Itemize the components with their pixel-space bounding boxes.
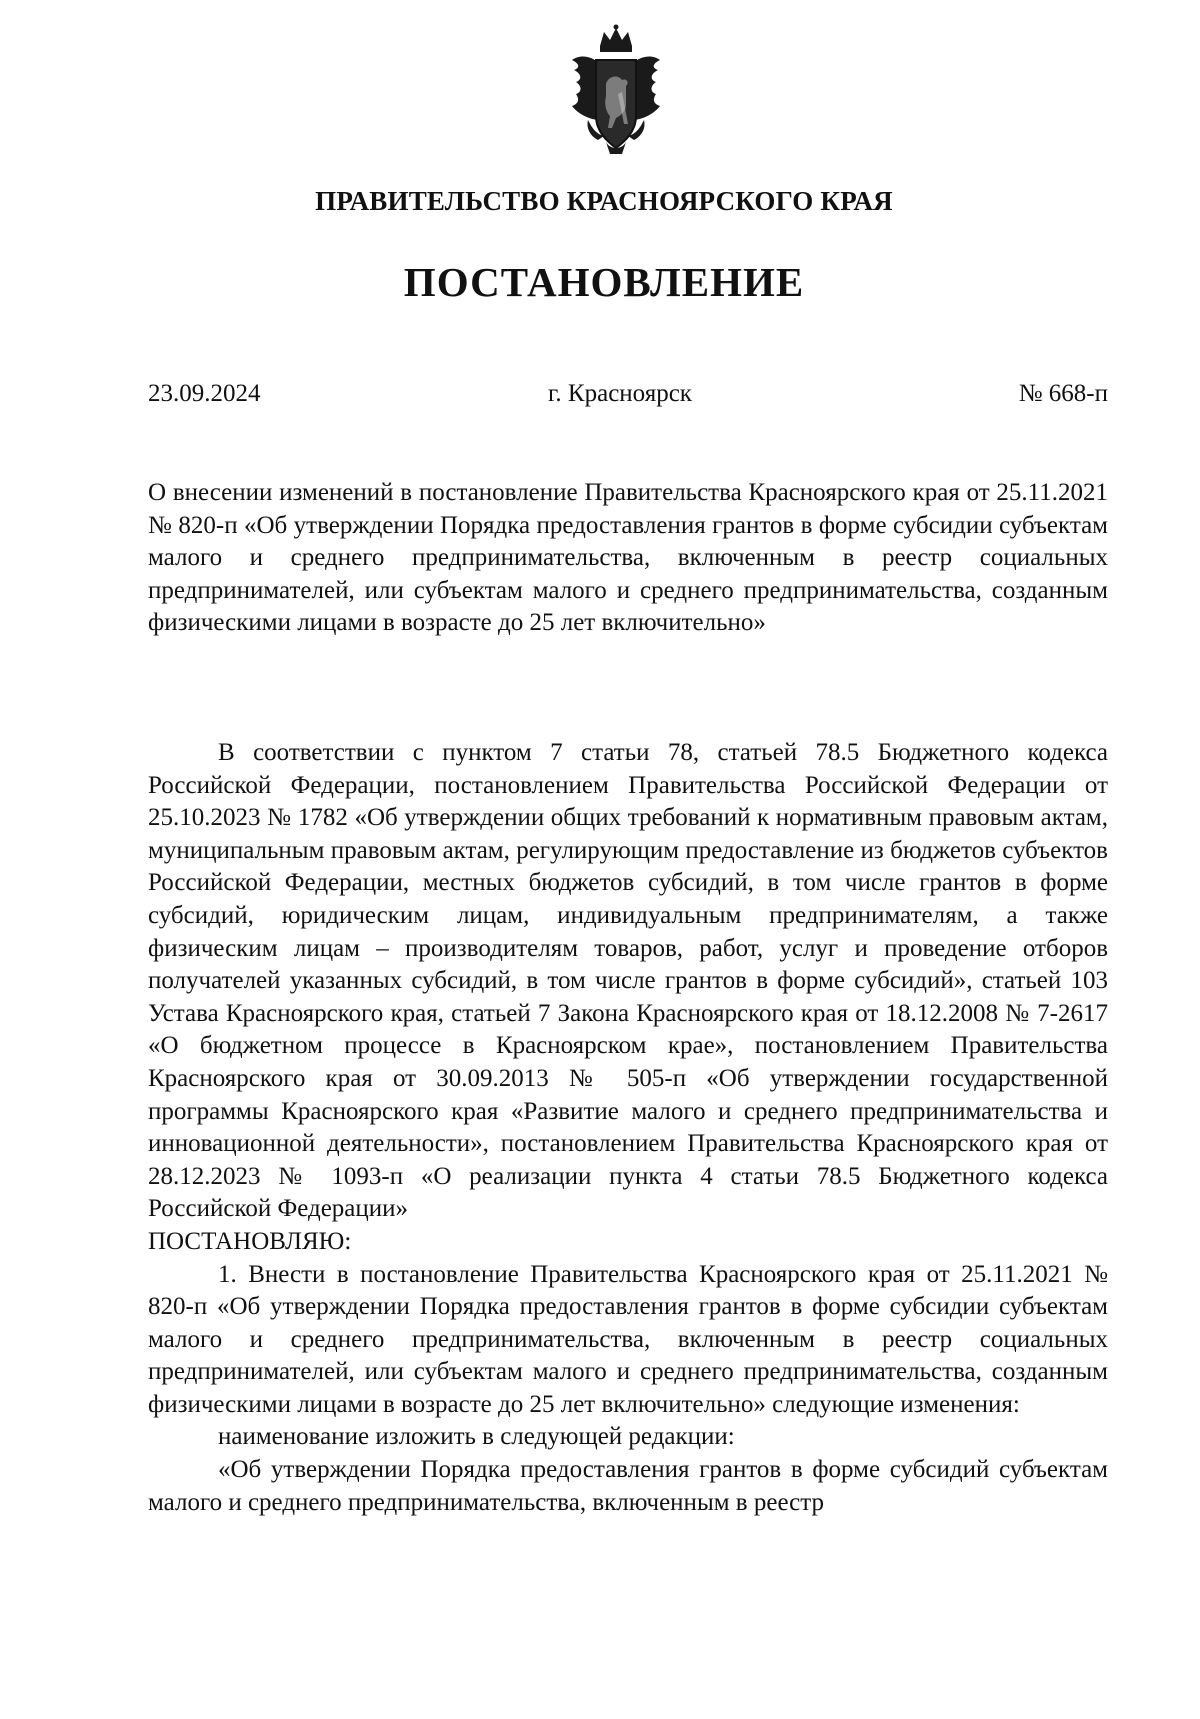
document-date: 23.09.2024	[148, 380, 261, 407]
document-city: г. Красноярск	[548, 380, 692, 407]
krasnoyarsk-coat-of-arms-icon	[566, 24, 666, 156]
item-1-new-title: «Об утверждении Порядка предоставления грантов в форме субсидий субъектам малого и среднего предпринимательства, включенным в реестр	[148, 1456, 1108, 1516]
document-number: № 668-п	[1018, 380, 1108, 407]
subject-paragraph: О внесении изменений в постановление Правительства Красноярского края от 25.11.2021 № 820-п «Об утверждении Порядка предоставления грантов в форме субсидии субъектам малого и среднего предпринимательства, включенным в реестр социальных предпринимателей, или субъектам малого и среднего предпринимательства, созданным физическими лицами в возрасте до 25 лет включительно»	[148, 479, 1108, 637]
organization-title: ПРАВИТЕЛЬСТВО КРАСНОЯРСКОГО КРАЯ	[315, 186, 893, 216]
item-1-paragraph: 1. Внести в постановление Правительства Красноярского края от 25.11.2021 № 820-п «Об утверждении Порядка предоставления грантов в форме субсидии субъектам малого и среднего предпринимательства, включенным в реестр социальных предпринимателей, или субъектам малого и среднего предпринимательства, созданным физическими лицами в возрасте до 25 лет включительно» следующие изменения:	[148, 1260, 1108, 1418]
document-body	[148, 737, 1108, 1519]
item-1-title-instruction: наименование изложить в следующей редакции:	[218, 1423, 735, 1451]
document-meta-row	[148, 380, 1108, 412]
decree-word: ПОСТАНОВЛЯЮ:	[148, 1227, 352, 1255]
document-subject	[148, 477, 1108, 640]
document-type-title: ПОСТАНОВЛЕНИЕ	[403, 259, 805, 305]
preamble-paragraph: В соответствии с пунктом 7 статьи 78, статьей 78.5 Бюджетного кодекса Российской Федерации, постановлением Правительства Российской Федерации от 25.10.2023 № 1782 «Об утверждении общих требований к нормативным правовым актам, муниципальным правовым актам, регулирующим предоставление из бюджетов субъектов Российской Федерации, местных бюджетов субсидий, в том числе грантов в форме субсидий, юридическим лицам, индивидуальным предпринимателям, а также физическим лицам – производителям товаров, работ, услуг и проведение отборов получателей указанных субсидий, в том числе грантов в форме субсидий», статьей 103 Устава Красноярского края, статьей 7 Закона Красноярского края от 18.12.2008 № 7-2617 «О бюджетном процессе в Красноярском крае», постановлением Правительства Красноярского края от 30.09.2013 № 505-п «Об утверждении государственной программы Красноярского края «Развитие малого и среднего предпринимательства и инновационной деятельности», постановлением Правительства Красноярского края от 28.12.2023 № 1093-п «О реализации пункта 4 статьи 78.5 Бюджетного кодекса Российской Федерации»	[148, 739, 1108, 1223]
